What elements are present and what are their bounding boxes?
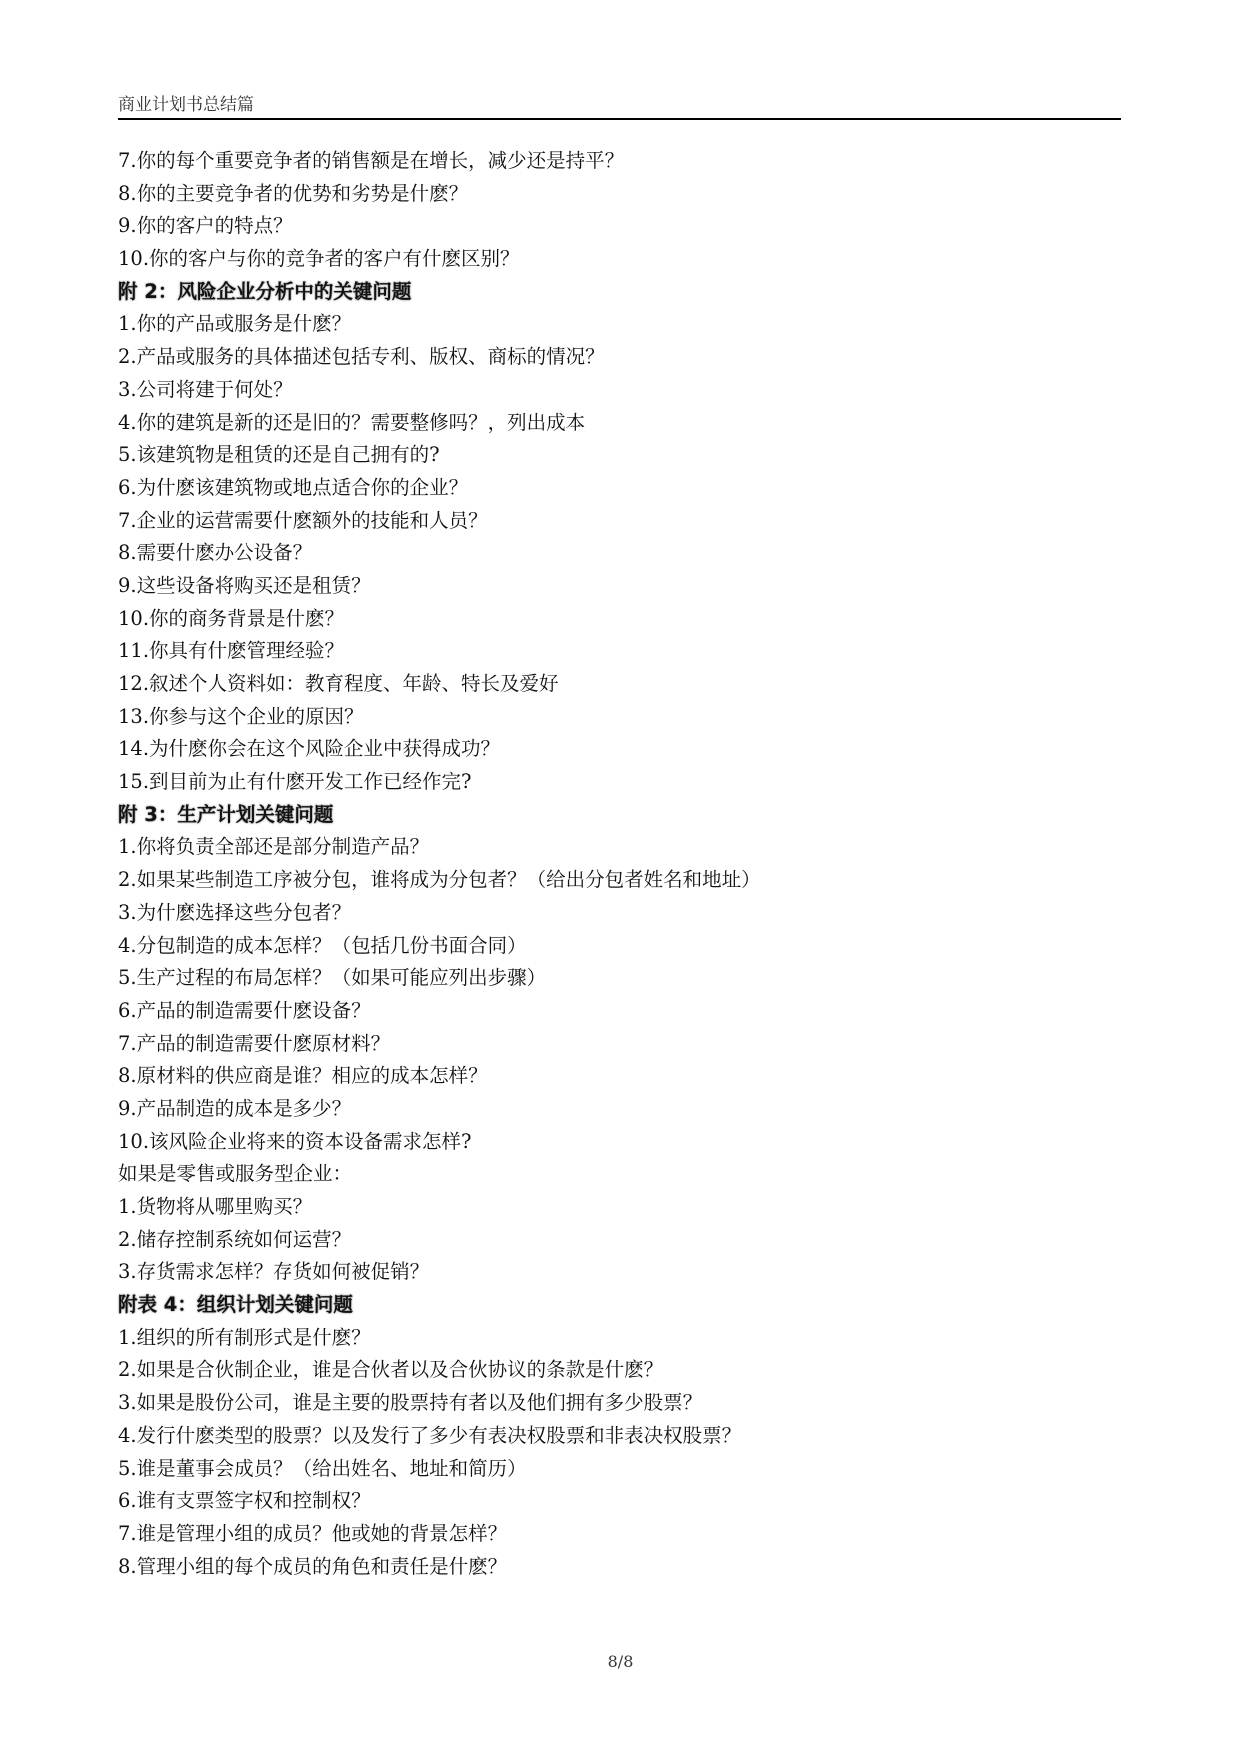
question-line: 如果是零售或服务型企业： (118, 1162, 353, 1186)
section-heading: 附表 4：组织计划关键问题 (118, 1293, 353, 1317)
question-line: 8.原材料的供应商是谁？相应的成本怎样？ (118, 1064, 488, 1088)
header-title: 商业计划书总结篇 (118, 95, 254, 115)
question-line: 2.如果某些制造工序被分包，谁将成为分包者？（给出分包者姓名和地址） (118, 868, 761, 892)
document-body (118, 145, 1118, 1583)
question-line: 10.你的客户与你的竞争者的客户有什麽区别？ (118, 247, 520, 271)
question-line: 15.到目前为止有什麽开发工作已经作完? (118, 770, 472, 794)
question-line: 10.该风险企业将来的资本设备需求怎样? (118, 1129, 472, 1153)
question-line: 4.分包制造的成本怎样？（包括几份书面合同） (118, 933, 527, 957)
question-line: 2.如果是合伙制企业，谁是合伙者以及合伙协议的条款是什麽？ (118, 1358, 664, 1382)
question-line: 11.你具有什麽管理经验？ (118, 639, 345, 663)
question-line: 8.管理小组的每个成员的角色和责任是什麽？ (118, 1554, 508, 1578)
page-header (118, 88, 1121, 120)
question-line: 7.企业的运营需要什麽额外的技能和人员？ (118, 508, 488, 532)
question-line: 6.为什麽该建筑物或地点适合你的企业？ (118, 475, 469, 499)
section-heading: 附 3：生产计划关键问题 (118, 802, 334, 826)
question-line: 3.存货需求怎样？存货如何被促销？ (118, 1260, 430, 1284)
question-line: 3.为什麽选择这些分包者？ (118, 900, 352, 924)
question-line: 6.产品的制造需要什麽设备？ (118, 998, 371, 1022)
question-line: 2.产品或服务的具体描述包括专利、版权、商标的情况？ (118, 345, 605, 369)
question-line: 12.叙述个人资料如：教育程度、年龄、特长及爱好 (118, 672, 559, 695)
question-line: 1.你的产品或服务是什麽？ (118, 312, 352, 336)
question-line: 7.你的每个重要竞争者的销售额是在增长，减少还是持平？ (118, 149, 625, 172)
question-line: 10.你的商务背景是什麽？ (118, 606, 345, 630)
question-line: 3.如果是股份公司，谁是主要的股票持有者以及他们拥有多少股票？ (118, 1391, 703, 1415)
page-number: 8/8 (607, 1652, 634, 1671)
question-line: 3.公司将建于何处？ (118, 377, 293, 401)
question-line: 4.你的建筑是新的还是旧的？需要整修吗？，列出成本 (118, 410, 586, 434)
section-heading: 附 2：风险企业分析中的关键问题 (118, 279, 412, 303)
question-line: 4.发行什麽类型的股票？以及发行了多少有表决权股票和非表决权股票？ (118, 1423, 742, 1447)
question-line: 13.你参与这个企业的原因？ (118, 704, 364, 728)
question-line: 8.需要什麽办公设备？ (118, 541, 313, 565)
question-line: 14.为什麽你会在这个风险企业中获得成功？ (118, 737, 501, 761)
question-line: 5.生产过程的布局怎样？（如果可能应列出步骤） (118, 966, 547, 990)
question-line: 6.谁有支票签字权和控制权？ (118, 1489, 371, 1513)
question-line: 9.你的客户的特点？ (118, 214, 293, 238)
question-line: 1.你将负责全部还是部分制造产品？ (118, 835, 430, 859)
question-line: 8.你的主要竞争者的优势和劣势是什麽？ (118, 181, 469, 205)
question-line: 7.产品的制造需要什麽原材料？ (118, 1031, 391, 1055)
question-line: 5.谁是董事会成员？（给出姓名、地址和简历） (118, 1456, 527, 1480)
question-line: 2.储存控制系统如何运营？ (118, 1227, 352, 1251)
question-line: 5.该建筑物是租赁的还是自己拥有的? (118, 443, 440, 467)
question-line: 7.谁是管理小组的成员？他或她的背景怎样？ (118, 1521, 508, 1545)
question-line: 1.货物将从哪里购买？ (118, 1195, 313, 1218)
question-line: 9.产品制造的成本是多少？ (118, 1096, 352, 1120)
question-line: 1.组织的所有制形式是什麽？ (118, 1325, 371, 1349)
question-line: 9.这些设备将购买还是租赁？ (118, 573, 371, 597)
